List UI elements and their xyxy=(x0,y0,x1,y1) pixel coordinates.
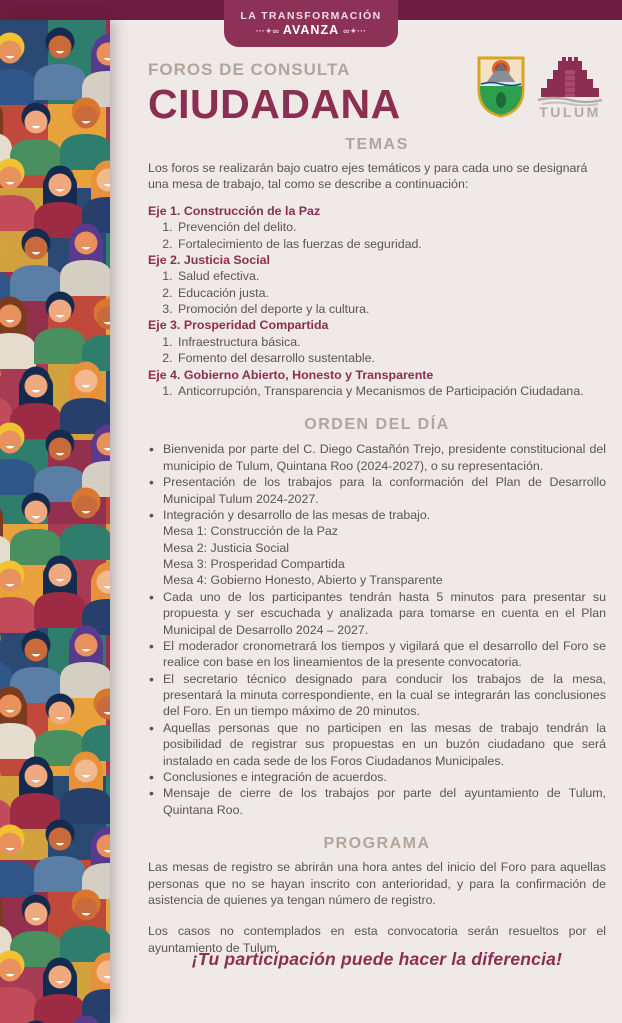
eje-title: Eje 4. Gobierno Abierto, Honesto y Transparente xyxy=(148,367,434,382)
eje-item: 1. Prevención del delito. xyxy=(176,219,606,235)
orden-bullet xyxy=(148,769,606,785)
temas-heading: TEMAS xyxy=(345,136,409,153)
eje-item: 1. Infraestructura básica. xyxy=(176,334,606,350)
orden-subline: Mesa 1: Construcción de la Paz xyxy=(163,524,338,539)
badge-decoration-right: ∞✦··· xyxy=(343,26,367,36)
orden-bullet-text: Cada uno de los participantes tendrán hasta 5 minutos para presentar su propuesta y ser escuchada y analizada para tomarse en cuenta en el Plan Municipal de Desarrollo 2024 – 2027. xyxy=(163,589,606,637)
orden-bullet-text: Aquellas personas que no participen en las mesas de trabajo tendrán la posibilidad de registrar sus propuestas en un buzón ciudadano que será instalado en cada sede de los Foros Ciudadanos Municipales. xyxy=(163,720,606,768)
orden-bullet-text: Integración y desarrollo de las mesas de trabajo. xyxy=(163,507,431,522)
orden-bullet xyxy=(148,671,606,720)
eje-item: 2. Fomento del desarrollo sustentable. xyxy=(176,350,606,366)
programa-paragraph: Las mesas de registro se abrirán una hora antes del inicio del Foro para aquellas personas que no se hayan inscrito con anterioridad, y para la confirmación de asistencia de quienes ya tengan número de registro. xyxy=(148,860,606,907)
orden-subline: Mesa 3: Prosperidad Compartida xyxy=(163,557,345,572)
logo-group xyxy=(476,56,604,120)
page-title xyxy=(148,60,401,128)
badge-line1: LA TRANSFORMACIÓN xyxy=(240,10,382,22)
orden-bullet xyxy=(148,638,606,671)
orden-bullet xyxy=(148,474,606,507)
badge-decoration-left: ···✦∞ xyxy=(255,26,279,36)
title-line2: CIUDADANA xyxy=(148,81,401,127)
programa-paragraph: Los casos no contemplados en esta convocatoria serán resueltos por el ayuntamiento de Tulum. xyxy=(148,924,606,955)
eje-items xyxy=(148,334,606,367)
title-line1: FOROS DE CONSULTA xyxy=(148,60,351,79)
footer-tagline: ¡Tu participación puede hacer la diferencia! xyxy=(191,949,563,969)
orden-bullet-text: Mensaje de cierre de los trabajos por parte del ayuntamiento de Tulum, Quintana Roo. xyxy=(163,786,606,817)
programa-heading: PROGRAMA xyxy=(323,835,431,853)
tulum-pyramid-logo xyxy=(536,56,604,120)
eje-items xyxy=(148,219,606,252)
orden-bullet-text: Bienvenida por parte del C. Diego Castañón Trejo, presidente constitucional del municipio de Tulum, Quintana Roo (2024-2027), o su representación. xyxy=(163,442,606,473)
orden-bullet xyxy=(148,507,606,589)
orden-bullet xyxy=(148,785,606,818)
temas-intro: Los foros se realizarán bajo cuatro ejes temáticos y para cada uno se designará una mesa de trabajo, tal como se describe a continuación: xyxy=(148,161,588,192)
eje-item: 2. Fortalecimiento de las fuerzas de seguridad. xyxy=(176,236,606,252)
orden-bullet xyxy=(148,589,606,638)
orden-heading: ORDEN DEL DÍA xyxy=(304,416,450,434)
body-text xyxy=(148,134,606,956)
ejes-list xyxy=(148,203,606,400)
orden-subline: Mesa 2: Justicia Social xyxy=(163,540,290,555)
orden-bullet xyxy=(148,441,606,474)
content-column xyxy=(148,0,606,1023)
transformation-badge xyxy=(224,0,398,47)
badge-avanza-text: AVANZA xyxy=(282,23,339,37)
orden-bullet xyxy=(148,720,606,769)
orden-list xyxy=(148,441,606,818)
eje-item: 1. Salud efectiva. xyxy=(176,268,606,284)
orden-bullet-text: Presentación de los trabajos para la conformación del Plan de Desarrollo Municipal Tulum 2024-2027. xyxy=(163,475,606,506)
badge-line2 xyxy=(256,23,366,37)
eje-title: Eje 2. Justicia Social xyxy=(148,252,270,267)
eje-item: 2. Educación justa. xyxy=(176,285,606,301)
tulum-wordmark: TULUM xyxy=(539,104,601,120)
crowd-illustration xyxy=(0,20,110,1023)
orden-bullet-text: El secretario técnico designado para conducir los trabajos de la mesa, presentará la minuta correspondiente, en la cual se integrarán las conclusiones del Foro. En un tiempo máximo de 20 minutos. xyxy=(163,671,606,719)
eje-item: 3. Promoción del deporte y la cultura. xyxy=(176,301,606,317)
orden-bullet-text: Conclusiones e integración de acuerdos. xyxy=(163,769,387,784)
orden-bullet-text: El moderador cronometrará los tiempos y vigilará que el desarrollo del Foro se realice con base en los lineamientos de la presente convocatoria. xyxy=(163,638,606,670)
municipal-shield-logo xyxy=(476,56,526,118)
orden-subline: Mesa 4: Gobierno Honesto, Abierto y Transparente xyxy=(163,573,443,588)
eje-item: 1. Anticorrupción, Transparencia y Mecanismos de Participación Ciudadana. xyxy=(176,383,606,399)
eje-title: Eje 1. Construcción de la Paz xyxy=(148,203,321,218)
eje-items xyxy=(148,383,606,399)
programa-paragraphs xyxy=(148,859,606,956)
eje-title: Eje 3. Prosperidad Compartida xyxy=(148,318,329,333)
eje-items xyxy=(148,268,606,317)
